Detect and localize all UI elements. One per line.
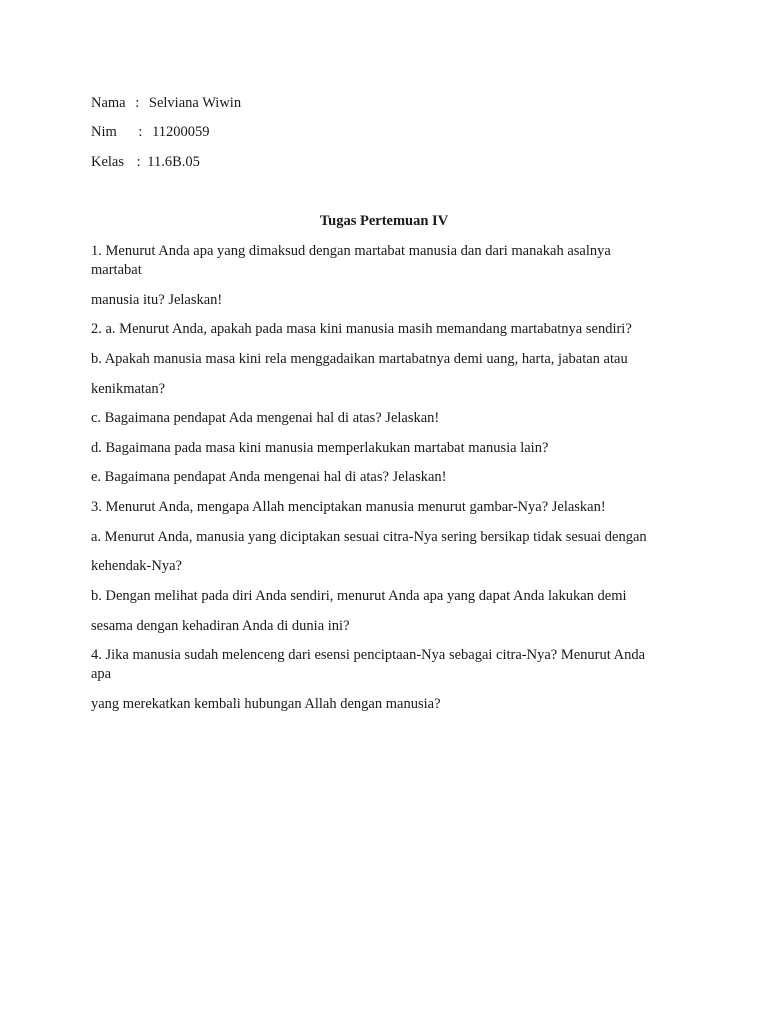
header-nim-line	[91, 123, 210, 141]
question-line: kenikmatan?	[91, 381, 166, 397]
header-nama-line	[91, 94, 241, 112]
nim-separator: :	[138, 124, 143, 140]
question-line: sesama dengan kehadiran Anda di dunia ini?	[91, 618, 350, 634]
nim-value: 11200059	[152, 124, 210, 140]
nama-separator: :	[135, 95, 140, 111]
question-line: e. Bagaimana pendapat Anda mengenai hal di atas? Jelaskan!	[91, 469, 447, 485]
nama-value: Selviana Wiwin	[148, 95, 242, 111]
kelas-separator: :	[136, 154, 141, 170]
question-line: manusia itu? Jelaskan!	[91, 292, 223, 308]
document-title: Tugas Pertemuan IV	[319, 213, 449, 229]
question-line: a. Menurut Anda, manusia yang diciptakan sesuai citra-Nya sering bersikap tidak sesuai dengan	[91, 529, 647, 545]
kelas-label: Kelas	[91, 154, 125, 170]
nama-label: Nama	[91, 95, 126, 111]
nim-label: Nim	[91, 124, 117, 140]
question-line: d. Bagaimana pada masa kini manusia memperlakukan martabat manusia lain?	[91, 440, 549, 456]
question-line: 1. Menurut Anda apa yang dimaksud dengan martabat manusia dan dari manakah asalnya	[91, 243, 611, 259]
question-line: kehendak-Nya?	[91, 558, 182, 574]
header-kelas-line	[91, 153, 200, 171]
question-line: apa	[91, 666, 112, 682]
question-line: 3. Menurut Anda, mengapa Allah menciptakan manusia menurut gambar-Nya? Jelaskan!	[91, 499, 606, 515]
question-line: 4. Jika manusia sudah melenceng dari esensi penciptaan-Nya sebagai citra-Nya? Menurut Anda	[91, 647, 646, 663]
question-line: yang merekatkan kembali hubungan Allah dengan manusia?	[91, 696, 441, 712]
question-line: martabat	[91, 262, 142, 278]
question-line: b. Apakah manusia masa kini rela menggadaikan martabatnya demi uang, harta, jabatan atau	[91, 351, 628, 367]
question-line: b. Dengan melihat pada diri Anda sendiri, menurut Anda apa yang dapat Anda lakukan demi	[91, 588, 627, 604]
question-line: 2. a. Menurut Anda, apakah pada masa kini manusia masih memandang martabatnya sendiri?	[91, 321, 632, 337]
kelas-value: 11.6B.05	[147, 154, 200, 170]
question-line: c. Bagaimana pendapat Ada mengenai hal di atas? Jelaskan!	[91, 410, 440, 426]
